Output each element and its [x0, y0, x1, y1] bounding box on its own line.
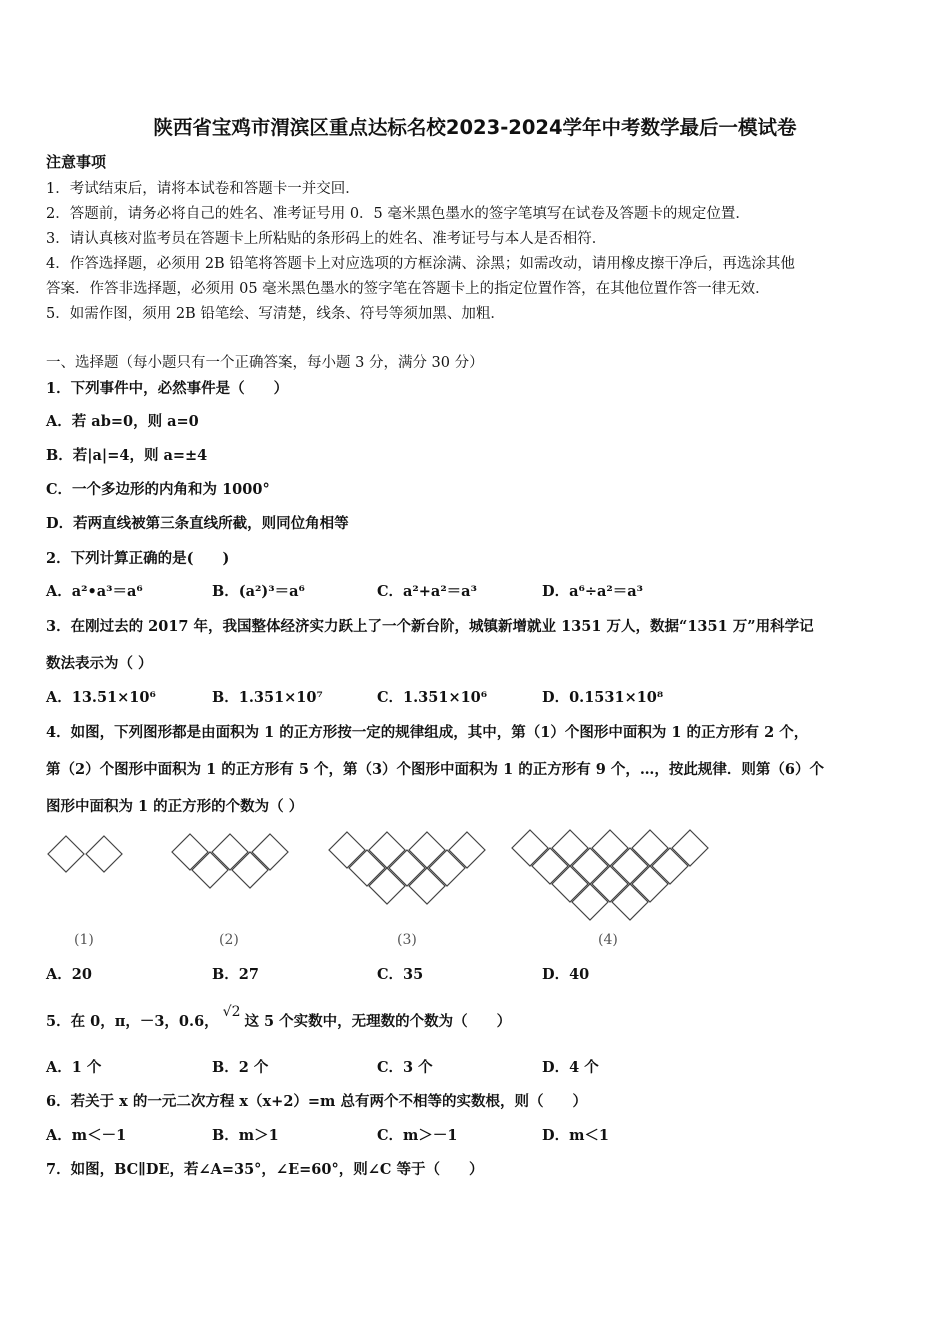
q3-option-d: D．0.1531×10⁸: [542, 689, 664, 706]
figure-caption-2: (2): [219, 932, 239, 948]
q2-option-c: C．a²+a²＝a³: [377, 583, 477, 600]
pattern-figure-2: [170, 832, 292, 896]
question-7-stem: 7．如图，BC∥DE，若∠A=35°，∠E=60°，则∠C 等于（ ）: [46, 1161, 484, 1178]
q5-option-d: D．4 个: [542, 1059, 599, 1076]
sqrt-two: √2: [222, 1004, 241, 1020]
notes-heading: 注意事项: [46, 153, 107, 171]
q6-option-d: D．m＜1: [542, 1127, 610, 1144]
question-4-stem-line2: 第（2）个图形中面积为 1 的正方形有 5 个，第（3）个图形中面积为 1 的正方形有 9 个，…，按此规律．则第（6）个: [46, 761, 825, 778]
note-item: 1．考试结束后，请将本试卷和答题卡一并交回．: [46, 181, 360, 197]
question-2-stem: 2．下列计算正确的是( ): [46, 550, 230, 567]
q5-option-c: C．3 个: [377, 1059, 433, 1076]
q2-option-d: D．a⁶÷a²＝a³: [542, 583, 643, 600]
pattern-figure-1: [46, 834, 130, 878]
q2-option-a: A．a²•a³＝a⁶: [46, 583, 143, 600]
note-item: 5．如需作图，须用 2B 铅笔绘、写清楚，线条、符号等须加黑、加粗．: [46, 306, 505, 322]
q1-option-a: A．若 ab=0，则 a=0: [46, 413, 199, 430]
section-heading: 一、选择题（每小题只有一个正确答案，每小题 3 分，满分 30 分）: [46, 355, 484, 371]
q6-option-b: B．m＞1: [212, 1127, 279, 1144]
q1-option-b: B．若|a|=4，则 a=±4: [46, 447, 208, 464]
q4-option-d: D．40: [542, 966, 590, 983]
pattern-figure-3: [327, 830, 489, 912]
question-3-stem-line1: 3．在刚过去的 2017 年，我国整体经济实力跃上了一个新台阶，城镇新增就业 1351 万人，数据“1351 万”用科学记: [46, 618, 814, 635]
q6-option-a: A．m＜－1: [46, 1127, 127, 1144]
note-item: 3．请认真核对监考员在答题卡上所粘贴的条形码上的姓名、准考证号与本人是否相符．: [46, 231, 607, 247]
question-4-stem-line3: 图形中面积为 1 的正方形的个数为（ ）: [46, 798, 304, 815]
q6-option-c: C．m＞－1: [377, 1127, 458, 1144]
q1-option-d: D．若两直线被第三条直线所截，则同位角相等: [46, 515, 349, 532]
figure-caption-1: (1): [74, 932, 94, 948]
q4-option-c: C．35: [377, 966, 424, 983]
q4-option-b: B．27: [212, 966, 259, 983]
q3-option-a: A．13.51×10⁶: [46, 689, 156, 706]
q1-option-c: C．一个多边形的内角和为 1000°: [46, 481, 270, 498]
figure-caption-3: (3): [397, 932, 417, 948]
note-item: 4．作答选择题，必须用 2B 铅笔将答题卡上对应选项的方框涂满、涂黑；如需改动，请用橡皮擦干净后，再选涂其他: [46, 256, 795, 272]
pattern-figure-4: [510, 828, 710, 928]
question-6-stem: 6．若关于 x 的一元二次方程 x（x+2）=m 总有两个不相等的实数根，则（ ）: [46, 1093, 587, 1110]
figure-caption-4: (4): [598, 932, 618, 948]
q5-option-b: B．2 个: [212, 1059, 269, 1076]
q3-option-b: B．1.351×10⁷: [212, 689, 323, 706]
question-3-stem-line2: 数法表示为（ ）: [46, 655, 153, 672]
note-item: 2．答题前，请务必将自己的姓名、准考证号用 0．5 毫米黑色墨水的签字笔填写在试卷及答题卡的规定位置．: [46, 206, 750, 222]
q5-stem-suffix: 这 5 个实数中，无理数的个数为（ ）: [244, 1013, 512, 1030]
question-4-stem-line1: 4．如图，下列图形都是由面积为 1 的正方形按一定的规律组成，其中，第（1）个图形中面积为 1 的正方形有 2 个，: [46, 724, 809, 741]
note-item: 答案．作答非选择题，必须用 05 毫米黑色墨水的签字笔在答题卡上的指定位置作答，在其他位置作答一律无效．: [46, 281, 770, 297]
q5-option-a: A．1 个: [46, 1059, 102, 1076]
q5-stem-prefix: 5．在 0，π，－3，0.6，: [46, 1013, 219, 1030]
question-5-stem: [46, 1004, 512, 1031]
q2-option-b: B．(a²)³＝a⁶: [212, 583, 305, 600]
q3-option-c: C．1.351×10⁶: [377, 689, 488, 706]
question-1-stem: 1．下列事件中，必然事件是（ ）: [46, 380, 289, 397]
q4-option-a: A．20: [46, 966, 92, 983]
exam-title: 陕西省宝鸡市渭滨区重点达标名校2023-2024学年中考数学最后一模试卷: [153, 116, 797, 139]
